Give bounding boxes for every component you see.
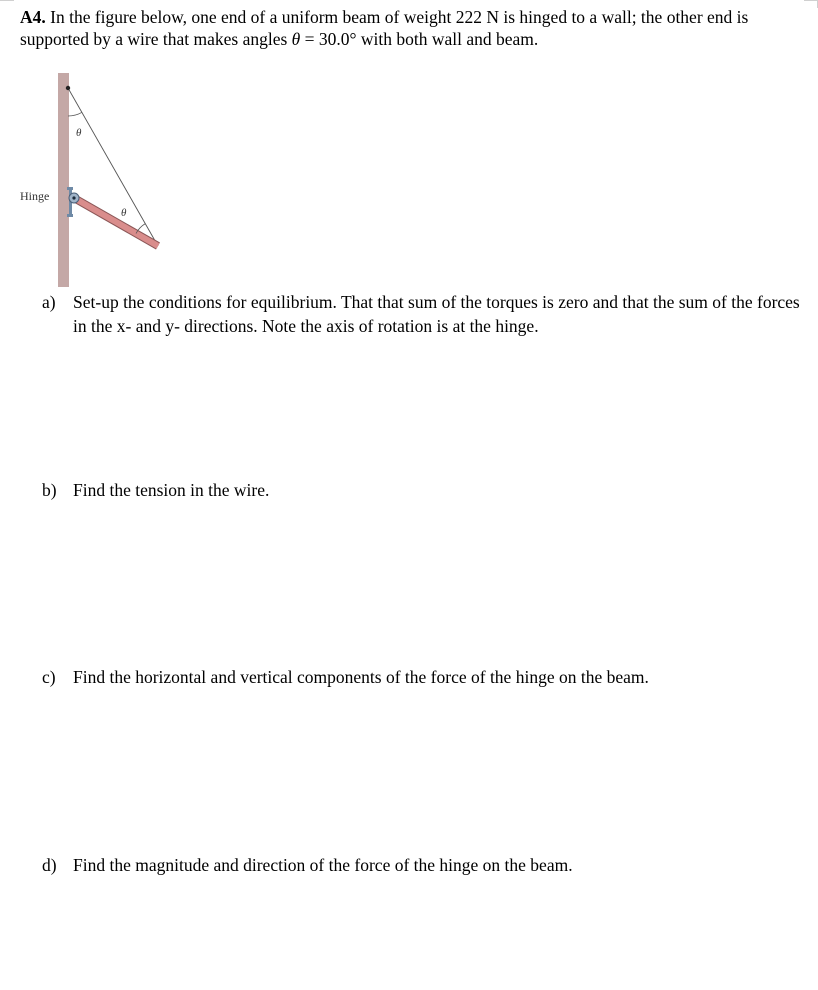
beam-diagram — [14, 68, 174, 292]
hinge-pin-center — [72, 196, 75, 199]
hinge-plate-bottom — [67, 214, 73, 217]
question-c — [42, 665, 802, 689]
angle-arc-top — [68, 112, 82, 116]
hinge-label: Hinge — [20, 189, 50, 203]
question-a — [42, 290, 802, 338]
question-text: Find the horizontal and vertical components of the force of the hinge on the beam. — [73, 667, 649, 687]
angle-label-bottom: θ — [121, 207, 127, 219]
wall — [58, 73, 69, 287]
problem-number: A4. — [20, 7, 46, 27]
wire-anchor — [66, 86, 70, 90]
page-corner-mark-right — [804, 0, 818, 1]
beam-fill — [74, 198, 158, 246]
question-text: Set-up the conditions for equilibrium. That that sum of the torques is zero and that the sum of the forces in the x- and y- directions. Note the axis of rotation is at the hinge. — [73, 292, 800, 336]
problem-text-before: In the figure below, one end of a uniform beam of weight 222 N is hinged to a wall; the other end is supported by a wire that makes angles — [20, 7, 749, 49]
question-label: c) — [42, 667, 56, 687]
problem-statement — [20, 6, 800, 50]
question-d — [42, 853, 802, 877]
theta-symbol: θ — [291, 29, 301, 49]
page-corner-mark-left — [0, 0, 14, 1]
question-label: b) — [42, 480, 57, 500]
problem-text-after: = 30.0° with both wall and beam. — [300, 29, 539, 49]
angle-label-top: θ — [76, 127, 82, 139]
question-b — [42, 478, 802, 502]
hinge-plate — [67, 187, 73, 190]
beam-figure — [14, 68, 174, 292]
question-label: d) — [42, 855, 57, 875]
question-text: Find the tension in the wire. — [73, 480, 270, 500]
question-text: Find the magnitude and direction of the force of the hinge on the beam. — [73, 855, 573, 875]
question-label: a) — [42, 292, 56, 312]
